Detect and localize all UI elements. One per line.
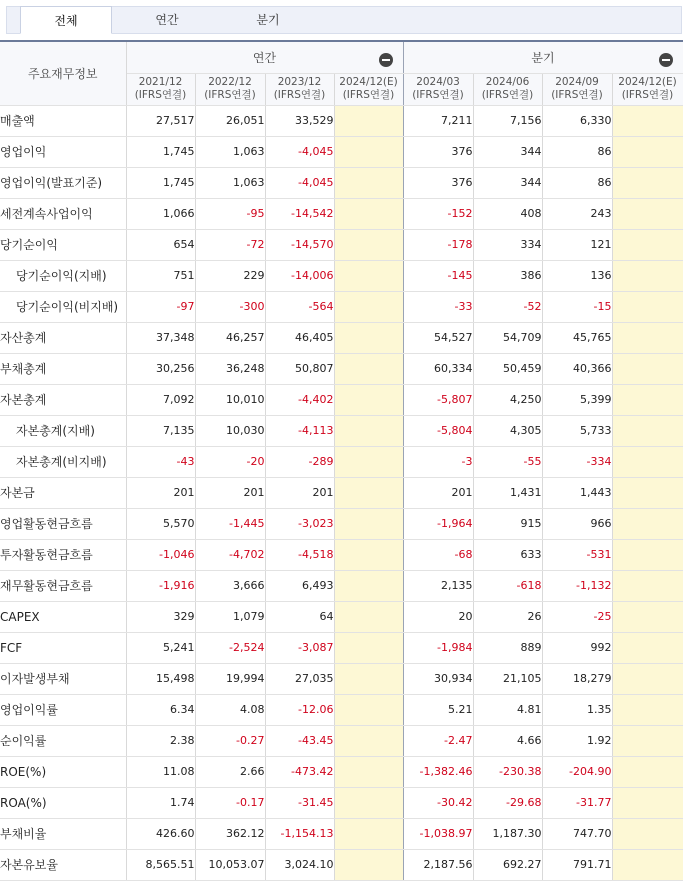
row-label[interactable]: 당기순이익 bbox=[0, 229, 126, 260]
value-cell bbox=[334, 198, 403, 229]
period-date: 2021/12 bbox=[138, 76, 183, 88]
value-cell: 201 bbox=[126, 477, 195, 508]
period-header bbox=[126, 73, 195, 105]
value-cell bbox=[334, 105, 403, 136]
value-cell: 2,187.56 bbox=[403, 849, 473, 880]
value-cell bbox=[612, 539, 683, 570]
value-cell: 344 bbox=[473, 167, 542, 198]
value-cell: -20 bbox=[195, 446, 265, 477]
value-cell: 4.08 bbox=[195, 694, 265, 725]
value-cell: -4,518 bbox=[265, 539, 334, 570]
value-cell: 334 bbox=[473, 229, 542, 260]
value-cell: 45,765 bbox=[542, 322, 612, 353]
value-cell: 1,066 bbox=[126, 198, 195, 229]
value-cell: -31.45 bbox=[265, 787, 334, 818]
value-cell: 966 bbox=[542, 508, 612, 539]
value-cell: 889 bbox=[473, 632, 542, 663]
value-cell: 4.66 bbox=[473, 725, 542, 756]
value-cell: -97 bbox=[126, 291, 195, 322]
row-label[interactable]: 자본총계 bbox=[0, 384, 126, 415]
value-cell: 1.92 bbox=[542, 725, 612, 756]
value-cell: 6.34 bbox=[126, 694, 195, 725]
value-cell: -230.38 bbox=[473, 756, 542, 787]
value-cell bbox=[612, 570, 683, 601]
value-cell bbox=[334, 663, 403, 694]
value-cell: 20 bbox=[403, 601, 473, 632]
value-cell bbox=[612, 322, 683, 353]
table-row bbox=[0, 601, 683, 632]
tab-bar bbox=[0, 0, 683, 40]
value-cell: 136 bbox=[542, 260, 612, 291]
value-cell: 1,187.30 bbox=[473, 818, 542, 849]
value-cell bbox=[612, 198, 683, 229]
value-cell bbox=[334, 446, 403, 477]
value-cell: -300 bbox=[195, 291, 265, 322]
value-cell: 243 bbox=[542, 198, 612, 229]
value-cell bbox=[612, 477, 683, 508]
period-header bbox=[403, 73, 473, 105]
value-cell: 201 bbox=[403, 477, 473, 508]
value-cell: 5,570 bbox=[126, 508, 195, 539]
value-cell: 7,156 bbox=[473, 105, 542, 136]
value-cell bbox=[334, 570, 403, 601]
value-cell bbox=[612, 694, 683, 725]
value-cell: 27,035 bbox=[265, 663, 334, 694]
value-cell: 121 bbox=[542, 229, 612, 260]
value-cell: 992 bbox=[542, 632, 612, 663]
period-basis: (IFRS연결) bbox=[481, 89, 534, 101]
value-cell bbox=[334, 260, 403, 291]
value-cell: 1.35 bbox=[542, 694, 612, 725]
period-basis: (IFRS연결) bbox=[621, 89, 674, 101]
value-cell bbox=[612, 756, 683, 787]
row-label[interactable]: ROE(%) bbox=[0, 756, 126, 787]
period-date: 2024/03 bbox=[416, 76, 460, 88]
value-cell: 26 bbox=[473, 601, 542, 632]
row-label[interactable]: FCF bbox=[0, 632, 126, 663]
value-cell: -1,046 bbox=[126, 539, 195, 570]
value-cell: 6,493 bbox=[265, 570, 334, 601]
table-row bbox=[0, 384, 683, 415]
value-cell: 5.21 bbox=[403, 694, 473, 725]
value-cell: -1,132 bbox=[542, 570, 612, 601]
value-cell bbox=[612, 632, 683, 663]
row-label[interactable]: 영업이익 bbox=[0, 136, 126, 167]
value-cell: 60,334 bbox=[403, 353, 473, 384]
value-cell bbox=[612, 849, 683, 880]
value-cell bbox=[612, 508, 683, 539]
value-cell: 201 bbox=[195, 477, 265, 508]
period-date: 2024/06 bbox=[485, 76, 530, 88]
value-cell: 36,248 bbox=[195, 353, 265, 384]
period-basis: (IFRS연결) bbox=[204, 89, 256, 101]
value-cell: -1,984 bbox=[403, 632, 473, 663]
value-cell: 692.27 bbox=[473, 849, 542, 880]
value-cell bbox=[334, 384, 403, 415]
row-label[interactable]: 당기순이익(지배) bbox=[0, 260, 126, 291]
value-cell: 1,063 bbox=[195, 136, 265, 167]
value-cell: -4,402 bbox=[265, 384, 334, 415]
value-cell bbox=[334, 508, 403, 539]
value-cell: -12.06 bbox=[265, 694, 334, 725]
value-cell: 7,092 bbox=[126, 384, 195, 415]
row-label[interactable]: CAPEX bbox=[0, 601, 126, 632]
value-cell: -2,524 bbox=[195, 632, 265, 663]
table-row bbox=[0, 105, 683, 136]
value-cell: 21,105 bbox=[473, 663, 542, 694]
value-cell: 7,135 bbox=[126, 415, 195, 446]
value-cell: 4,250 bbox=[473, 384, 542, 415]
period-date: 2024/09 bbox=[555, 76, 599, 88]
period-header bbox=[195, 73, 265, 105]
value-cell: 5,241 bbox=[126, 632, 195, 663]
value-cell: -1,964 bbox=[403, 508, 473, 539]
value-cell bbox=[612, 787, 683, 818]
collapse-annual-icon[interactable] bbox=[379, 53, 393, 67]
value-cell: 5,733 bbox=[542, 415, 612, 446]
value-cell: -204.90 bbox=[542, 756, 612, 787]
value-cell: -4,045 bbox=[265, 136, 334, 167]
value-cell: 5,399 bbox=[542, 384, 612, 415]
value-cell: -43 bbox=[126, 446, 195, 477]
value-cell: -15 bbox=[542, 291, 612, 322]
value-cell: 2.66 bbox=[195, 756, 265, 787]
period-date: 2024/12(E) bbox=[339, 76, 398, 88]
value-cell: 1,431 bbox=[473, 477, 542, 508]
value-cell bbox=[612, 384, 683, 415]
value-cell: 1,443 bbox=[542, 477, 612, 508]
table-row bbox=[0, 477, 683, 508]
value-cell: -0.27 bbox=[195, 725, 265, 756]
group-quarter-header bbox=[403, 41, 683, 73]
value-cell: 915 bbox=[473, 508, 542, 539]
value-cell: 11.08 bbox=[126, 756, 195, 787]
value-cell: -1,916 bbox=[126, 570, 195, 601]
value-cell: -5,807 bbox=[403, 384, 473, 415]
value-cell: 64 bbox=[265, 601, 334, 632]
value-cell: -55 bbox=[473, 446, 542, 477]
period-basis: (IFRS연결) bbox=[134, 89, 187, 101]
value-cell: 362.12 bbox=[195, 818, 265, 849]
value-cell: -72 bbox=[195, 229, 265, 260]
value-cell: -3 bbox=[403, 446, 473, 477]
value-cell: -1,154.13 bbox=[265, 818, 334, 849]
value-cell: 46,257 bbox=[195, 322, 265, 353]
tab-annual[interactable]: 연간 bbox=[155, 13, 179, 27]
value-cell bbox=[612, 601, 683, 632]
value-cell: 10,053.07 bbox=[195, 849, 265, 880]
row-label[interactable]: ROA(%) bbox=[0, 787, 126, 818]
value-cell: 654 bbox=[126, 229, 195, 260]
group-annual-label: 연간 bbox=[252, 50, 277, 65]
value-cell: 633 bbox=[473, 539, 542, 570]
tab-quarter[interactable]: 분기 bbox=[256, 13, 280, 27]
value-cell: -30.42 bbox=[403, 787, 473, 818]
value-cell: -3,087 bbox=[265, 632, 334, 663]
value-cell: -145 bbox=[403, 260, 473, 291]
value-cell bbox=[334, 353, 403, 384]
value-cell: 1,063 bbox=[195, 167, 265, 198]
value-cell: -3,023 bbox=[265, 508, 334, 539]
value-cell bbox=[334, 229, 403, 260]
value-cell: 408 bbox=[473, 198, 542, 229]
value-cell: 1,745 bbox=[126, 136, 195, 167]
value-cell bbox=[334, 167, 403, 198]
value-cell: -5,804 bbox=[403, 415, 473, 446]
value-cell bbox=[334, 539, 403, 570]
value-cell bbox=[334, 291, 403, 322]
value-cell: -29.68 bbox=[473, 787, 542, 818]
value-cell: 54,527 bbox=[403, 322, 473, 353]
value-cell: -2.47 bbox=[403, 725, 473, 756]
value-cell: 27,517 bbox=[126, 105, 195, 136]
period-basis: (IFRS연결) bbox=[273, 89, 326, 101]
value-cell: 30,934 bbox=[403, 663, 473, 694]
table-row bbox=[0, 756, 683, 787]
period-basis: (IFRS연결) bbox=[412, 89, 464, 101]
value-cell: -14,542 bbox=[265, 198, 334, 229]
group-quarter-label: 분기 bbox=[531, 50, 555, 65]
value-cell: -14,006 bbox=[265, 260, 334, 291]
period-date: 2023/12 bbox=[277, 76, 322, 88]
value-cell: 2,135 bbox=[403, 570, 473, 601]
value-cell bbox=[334, 632, 403, 663]
table-row bbox=[0, 353, 683, 384]
table-row bbox=[0, 725, 683, 756]
table-row bbox=[0, 291, 683, 322]
row-label[interactable]: 영업활동현금흐름 bbox=[0, 508, 126, 539]
value-cell: -52 bbox=[473, 291, 542, 322]
value-cell: 8,565.51 bbox=[126, 849, 195, 880]
value-cell: -334 bbox=[542, 446, 612, 477]
value-cell: -33 bbox=[403, 291, 473, 322]
value-cell bbox=[334, 849, 403, 880]
tab-all[interactable]: 전체 bbox=[20, 6, 112, 34]
value-cell: 46,405 bbox=[265, 322, 334, 353]
value-cell: 1.74 bbox=[126, 787, 195, 818]
value-cell: 426.60 bbox=[126, 818, 195, 849]
value-cell: -1,382.46 bbox=[403, 756, 473, 787]
table-row bbox=[0, 508, 683, 539]
value-cell bbox=[612, 105, 683, 136]
value-cell bbox=[612, 291, 683, 322]
value-cell: 86 bbox=[542, 167, 612, 198]
value-cell bbox=[612, 260, 683, 291]
value-cell: -4,045 bbox=[265, 167, 334, 198]
period-header bbox=[542, 73, 612, 105]
value-cell: -14,570 bbox=[265, 229, 334, 260]
value-cell: 376 bbox=[403, 167, 473, 198]
row-label[interactable]: 자본금 bbox=[0, 477, 126, 508]
table-row bbox=[0, 136, 683, 167]
period-basis: (IFRS연결) bbox=[342, 89, 395, 101]
value-cell bbox=[612, 136, 683, 167]
value-cell: -43.45 bbox=[265, 725, 334, 756]
value-cell: 201 bbox=[265, 477, 334, 508]
value-cell: 18,279 bbox=[542, 663, 612, 694]
value-cell bbox=[334, 136, 403, 167]
row-label[interactable]: 자산총계 bbox=[0, 322, 126, 353]
value-cell: -473.42 bbox=[265, 756, 334, 787]
row-label[interactable]: 자본유보율 bbox=[0, 849, 126, 880]
period-date: 2024/12(E) bbox=[618, 76, 677, 88]
row-label[interactable]: 영업이익(발표기준) bbox=[0, 167, 126, 198]
value-cell: 37,348 bbox=[126, 322, 195, 353]
table-row bbox=[0, 694, 683, 725]
value-cell: 10,030 bbox=[195, 415, 265, 446]
value-cell: 791.71 bbox=[542, 849, 612, 880]
value-cell: 4.81 bbox=[473, 694, 542, 725]
value-cell: 376 bbox=[403, 136, 473, 167]
value-cell bbox=[334, 725, 403, 756]
value-cell bbox=[334, 694, 403, 725]
value-cell: 1,079 bbox=[195, 601, 265, 632]
value-cell: -152 bbox=[403, 198, 473, 229]
value-cell: 50,459 bbox=[473, 353, 542, 384]
value-cell: 3,024.10 bbox=[265, 849, 334, 880]
value-cell: 229 bbox=[195, 260, 265, 291]
table-row bbox=[0, 322, 683, 353]
table-row bbox=[0, 818, 683, 849]
value-cell: 33,529 bbox=[265, 105, 334, 136]
period-header bbox=[265, 73, 334, 105]
value-cell: 1,745 bbox=[126, 167, 195, 198]
period-header bbox=[334, 73, 403, 105]
value-cell: -289 bbox=[265, 446, 334, 477]
value-cell bbox=[612, 167, 683, 198]
row-label[interactable]: 자본총계(비지배) bbox=[0, 446, 126, 477]
value-cell bbox=[612, 353, 683, 384]
value-cell bbox=[334, 477, 403, 508]
financial-summary-table bbox=[0, 40, 683, 881]
table-row bbox=[0, 663, 683, 694]
value-cell bbox=[334, 601, 403, 632]
value-cell bbox=[612, 229, 683, 260]
group-annual-header bbox=[126, 41, 403, 73]
value-cell bbox=[612, 725, 683, 756]
value-cell: -531 bbox=[542, 539, 612, 570]
table-row bbox=[0, 787, 683, 818]
value-cell: 2.38 bbox=[126, 725, 195, 756]
table-row bbox=[0, 167, 683, 198]
value-cell: -25 bbox=[542, 601, 612, 632]
value-cell: 30,256 bbox=[126, 353, 195, 384]
value-cell bbox=[612, 446, 683, 477]
value-cell: 7,211 bbox=[403, 105, 473, 136]
value-cell: 50,807 bbox=[265, 353, 334, 384]
value-cell bbox=[334, 818, 403, 849]
table-row bbox=[0, 539, 683, 570]
period-basis: (IFRS연결) bbox=[551, 89, 603, 101]
row-label[interactable]: 당기순이익(비지배) bbox=[0, 291, 126, 322]
value-cell: -618 bbox=[473, 570, 542, 601]
value-cell: -4,113 bbox=[265, 415, 334, 446]
table-row bbox=[0, 260, 683, 291]
value-cell: 54,709 bbox=[473, 322, 542, 353]
value-cell: 6,330 bbox=[542, 105, 612, 136]
value-cell: 19,994 bbox=[195, 663, 265, 694]
value-cell: 26,051 bbox=[195, 105, 265, 136]
period-header bbox=[473, 73, 542, 105]
row-label[interactable]: 영업이익률 bbox=[0, 694, 126, 725]
value-cell: -1,445 bbox=[195, 508, 265, 539]
table-row bbox=[0, 446, 683, 477]
value-cell: -1,038.97 bbox=[403, 818, 473, 849]
value-cell: 4,305 bbox=[473, 415, 542, 446]
row-label[interactable]: 순이익률 bbox=[0, 725, 126, 756]
period-date: 2022/12 bbox=[208, 76, 252, 88]
value-cell: -4,702 bbox=[195, 539, 265, 570]
value-cell bbox=[334, 756, 403, 787]
value-cell: 344 bbox=[473, 136, 542, 167]
value-cell: -564 bbox=[265, 291, 334, 322]
table-row bbox=[0, 229, 683, 260]
row-label[interactable]: 자본총계(지배) bbox=[0, 415, 126, 446]
value-cell: 751 bbox=[126, 260, 195, 291]
value-cell: 329 bbox=[126, 601, 195, 632]
table-row bbox=[0, 570, 683, 601]
row-label[interactable]: 투자활동현금흐름 bbox=[0, 539, 126, 570]
table-row bbox=[0, 198, 683, 229]
value-cell: 747.70 bbox=[542, 818, 612, 849]
row-label[interactable]: 부채총계 bbox=[0, 353, 126, 384]
value-cell: 10,010 bbox=[195, 384, 265, 415]
value-cell bbox=[334, 322, 403, 353]
value-cell: 3,666 bbox=[195, 570, 265, 601]
value-cell: -31.77 bbox=[542, 787, 612, 818]
value-cell: -0.17 bbox=[195, 787, 265, 818]
table-row bbox=[0, 849, 683, 880]
table-row bbox=[0, 415, 683, 446]
value-cell: 40,366 bbox=[542, 353, 612, 384]
row-label[interactable]: 매출액 bbox=[0, 105, 126, 136]
value-cell: 15,498 bbox=[126, 663, 195, 694]
value-cell: 86 bbox=[542, 136, 612, 167]
value-cell bbox=[334, 787, 403, 818]
value-cell: -178 bbox=[403, 229, 473, 260]
value-cell: 386 bbox=[473, 260, 542, 291]
value-cell bbox=[334, 415, 403, 446]
collapse-quarter-icon[interactable] bbox=[659, 53, 673, 67]
value-cell bbox=[612, 415, 683, 446]
period-header bbox=[612, 73, 683, 105]
row-label[interactable]: 부채비율 bbox=[0, 818, 126, 849]
row-label[interactable]: 재무활동현금흐름 bbox=[0, 570, 126, 601]
value-cell: -68 bbox=[403, 539, 473, 570]
row-header-label: 주요재무정보 bbox=[0, 41, 126, 105]
row-label[interactable]: 세전계속사업이익 bbox=[0, 198, 126, 229]
value-cell bbox=[612, 818, 683, 849]
table-row bbox=[0, 632, 683, 663]
row-label[interactable]: 이자발생부채 bbox=[0, 663, 126, 694]
value-cell: -95 bbox=[195, 198, 265, 229]
value-cell bbox=[612, 663, 683, 694]
